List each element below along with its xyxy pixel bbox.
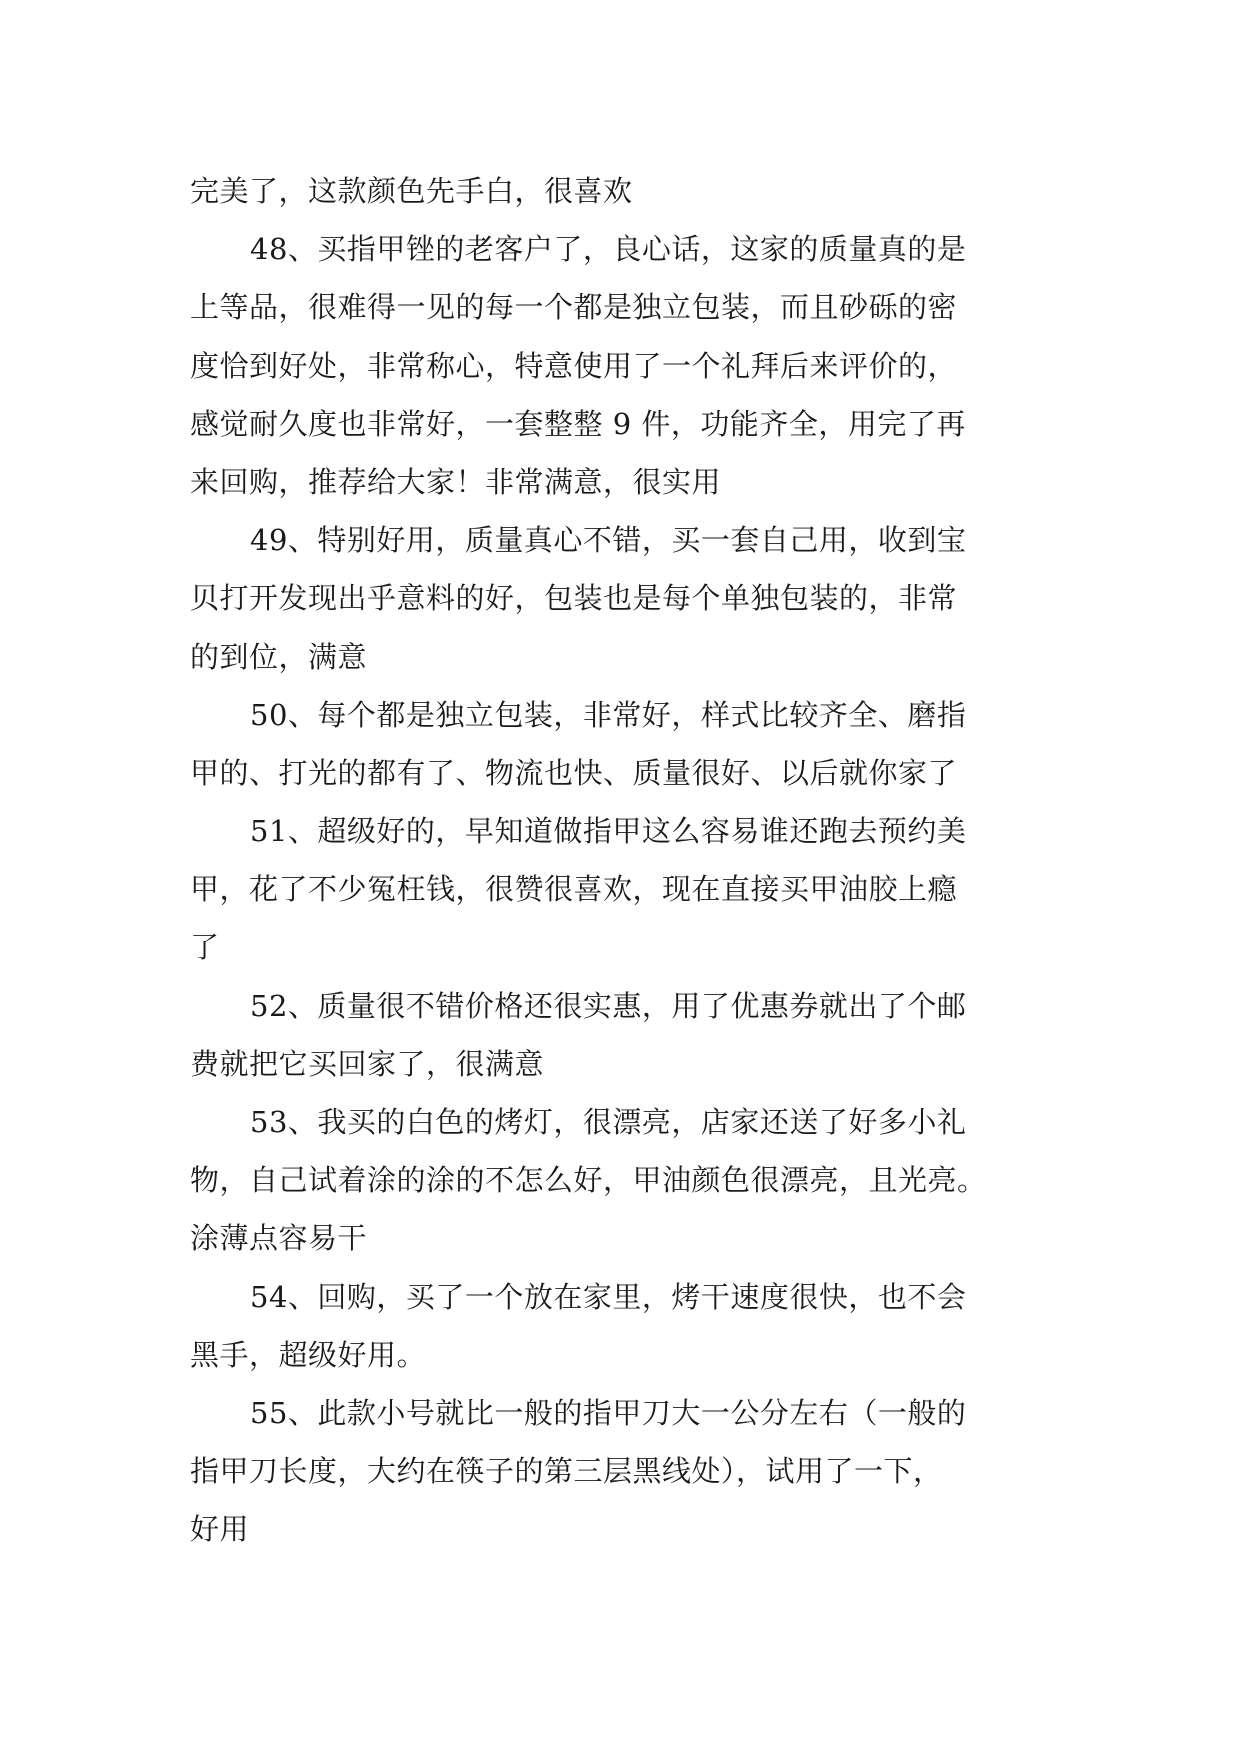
text-line: 贝打开发现出乎意料的好，包装也是每个单独包装的，非常 — [190, 581, 958, 616]
text-line: 物，自己试着涂的涂的不怎么好，甲油颜色很漂亮，且光亮。 — [190, 1163, 987, 1198]
text-line: 好用 — [190, 1512, 250, 1547]
text-line: 52、质量很不错价格还很实惠，用了优惠券就出了个邮 — [250, 988, 967, 1023]
text-line: 完美了，这款颜色先手白，很喜欢 — [190, 174, 633, 208]
text-line: 甲的、打光的都有了、物流也快、质量很好、以后就你家了 — [190, 755, 958, 790]
text-line: 51、超级好的，早知道做指甲这么容易谁还跑去预约美 — [250, 814, 967, 849]
text-line: 49、特别好用，质量真心不错，买一套自己用，收到宝 — [250, 523, 967, 558]
text-line: 来回购，推荐给大家！非常满意，很实用 — [190, 464, 722, 499]
text-line: 上等品，很难得一见的每一个都是独立包装，而且砂砾的密 — [190, 290, 958, 325]
text-line: 指甲刀长度，大约在筷子的第三层黑线处），试用了一下， — [190, 1454, 943, 1489]
text-line: 55、此款小号就比一般的指甲刀大一公分左右（一般的 — [250, 1395, 967, 1430]
text-line: 的到位，满意 — [190, 639, 368, 674]
text-line: 黑手，超级好用。 — [190, 1337, 427, 1372]
text-line: 53、我买的白色的烤灯，很漂亮，店家还送了好多小礼 — [250, 1105, 967, 1139]
text-line: 感觉耐久度也非常好，一套整整 9 件，功能齐全，用完了再 — [190, 406, 966, 441]
text-line: 54、回购，买了一个放在家里，烤干速度很快，也不会 — [250, 1279, 967, 1314]
text-line: 度恰到好处，非常称心，特意使用了一个礼拜后来评价的， — [190, 348, 958, 383]
document-body — [190, 162, 1070, 1559]
text-line: 48、买指甲锉的老客户了，良心话，这家的质量真的是 — [250, 232, 967, 267]
text-line: 50、每个都是独立包装，非常好，样式比较齐全、磨指 — [250, 697, 967, 732]
text-line: 了 — [190, 930, 220, 965]
text-line: 涂薄点容易干 — [190, 1221, 368, 1256]
text-line: 甲，花了不少冤枉钱，很赞很喜欢，现在直接买甲油胶上瘾 — [190, 872, 958, 907]
text-line: 费就把它买回家了，很满意 — [190, 1046, 545, 1081]
